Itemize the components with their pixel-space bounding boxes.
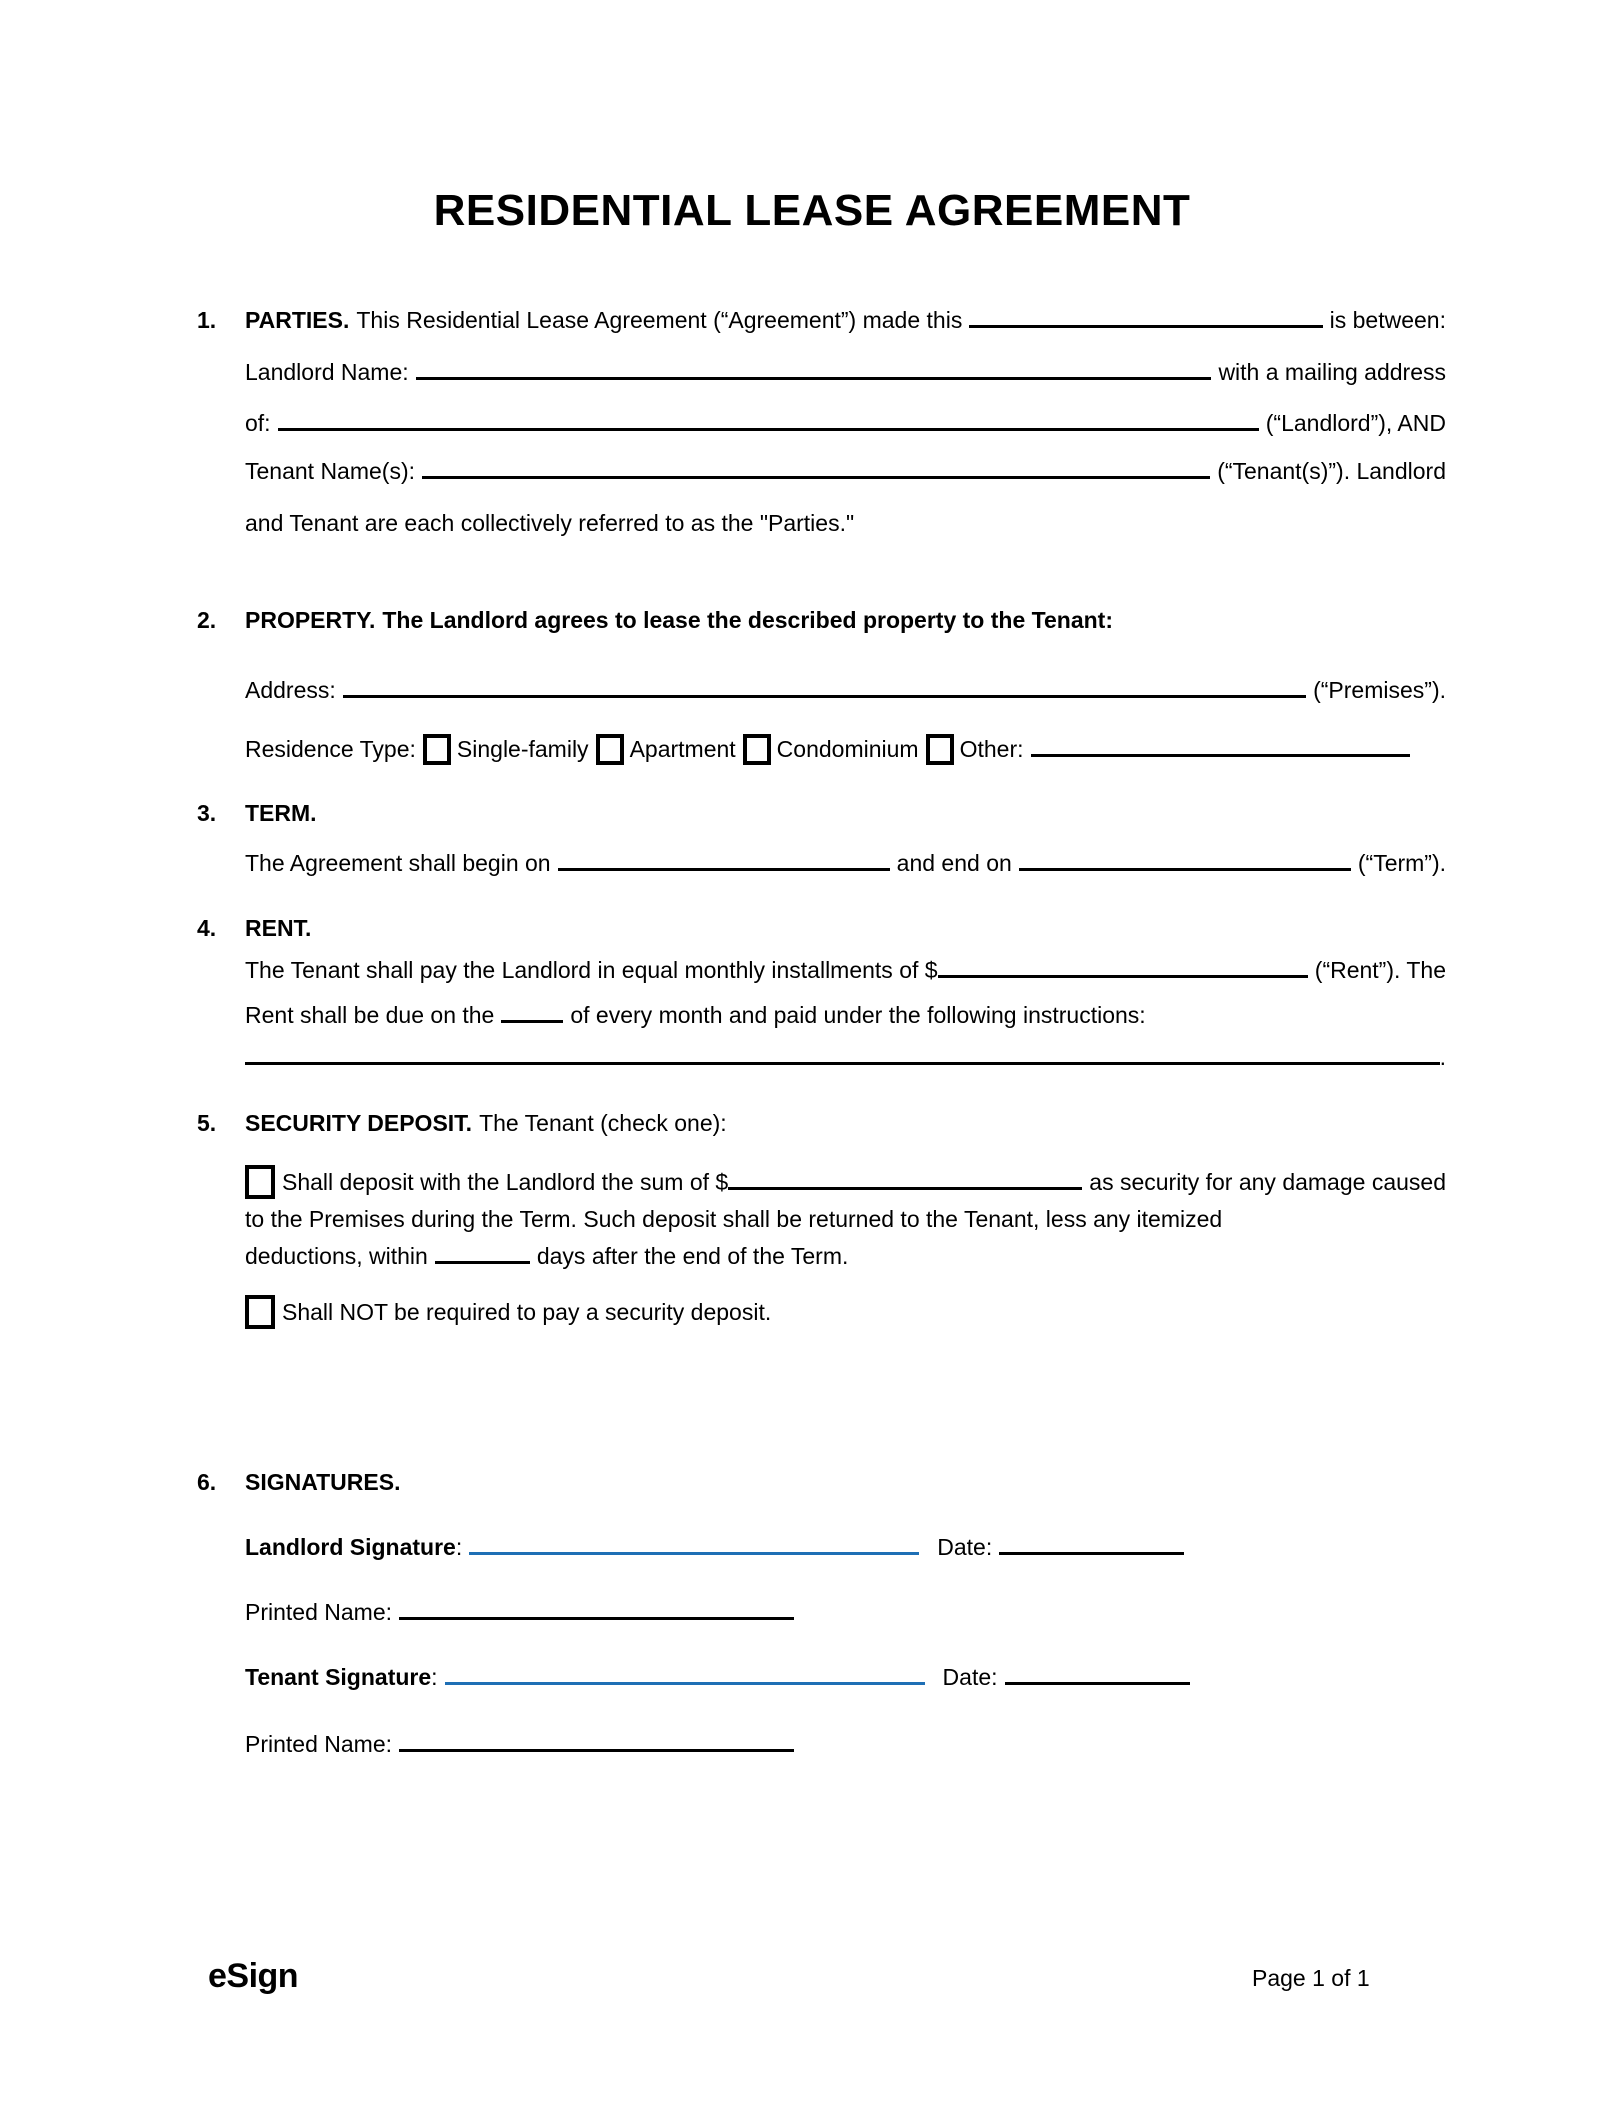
tenant-date-label: Date: — [942, 1664, 998, 1690]
rent-amount-line — [245, 953, 1446, 987]
property-address-line — [245, 673, 1446, 707]
residence-type-label: Residence Type: — [245, 736, 416, 762]
of-label: of: — [245, 410, 271, 436]
deposit-amount-blank[interactable] — [728, 1187, 1082, 1190]
rent-amount-blank[interactable] — [938, 975, 1308, 978]
landlord-signature-label: Landlord Signature — [245, 1534, 456, 1560]
security-deposit-heading-line — [197, 1106, 1446, 1140]
tenant-signature-blank[interactable] — [445, 1682, 925, 1685]
esign-logo: eSign — [208, 1957, 299, 1995]
section-number-6: 6. — [197, 1469, 217, 1495]
rent-amount-text: The Tenant shall pay the Landlord in equal monthly installments of $ — [245, 957, 938, 983]
tenant-printed-name-line — [245, 1727, 794, 1761]
parties-heading-line — [197, 303, 1446, 337]
section-number-5: 5. — [197, 1110, 217, 1136]
tenant-date-blank[interactable] — [1005, 1682, 1190, 1685]
tenant-name-tail: (“Tenant(s)”). Landlord — [1217, 458, 1446, 484]
tenant-signature-line — [245, 1660, 1190, 1694]
tenant-name-blank[interactable] — [422, 476, 1210, 479]
landlord-printed-name-label: Printed Name: — [245, 1599, 393, 1625]
property-address-blank[interactable] — [343, 695, 1306, 698]
landlord-name-tail: with a mailing address — [1218, 359, 1446, 385]
tenant-printed-name-blank[interactable] — [399, 1749, 794, 1752]
rent-heading: RENT. — [245, 915, 312, 941]
deposit-return-days-blank[interactable] — [435, 1261, 530, 1264]
term-heading-line — [197, 796, 1446, 830]
parties-heading: PARTIES. — [245, 307, 350, 333]
landlord-printed-name-line — [245, 1595, 794, 1629]
tenant-printed-name-label: Printed Name: — [245, 1731, 393, 1757]
rent-due-text: Rent shall be due on the — [245, 1002, 495, 1028]
parties-closing-line — [245, 506, 854, 540]
rent-due-day-blank[interactable] — [501, 1020, 563, 1023]
deposit-option1-text-b: as security for any damage caused — [1089, 1169, 1446, 1195]
parties-intro-tail: is between: — [1329, 307, 1446, 333]
address-label: Address: — [245, 677, 336, 703]
payment-instructions-period: . — [1439, 1044, 1446, 1070]
deposit-option1-line2 — [245, 1202, 1222, 1236]
deposit-option1-text-d: deductions, within — [245, 1243, 428, 1269]
security-deposit-heading: SECURITY DEPOSIT. — [245, 1110, 473, 1136]
checkbox-other[interactable] — [926, 734, 954, 765]
single-family-label: Single-family — [456, 736, 589, 762]
parties-closing-text: and Tenant are each collectively referred to as the "Parties." — [245, 510, 855, 536]
term-heading: TERM. — [245, 800, 317, 826]
residence-type-line — [245, 732, 1446, 766]
landlord-date-label: Date: — [937, 1534, 993, 1560]
landlord-address-line — [245, 406, 1446, 440]
other-label: Other: — [959, 736, 1024, 762]
property-heading: PROPERTY. — [245, 607, 376, 633]
rent-due-tail: of every month and paid under the following instructions: — [570, 1002, 1146, 1028]
checkbox-condominium[interactable] — [743, 734, 771, 765]
landlord-date-blank[interactable] — [999, 1552, 1184, 1555]
deposit-option2-line — [245, 1295, 771, 1329]
tenant-name-line — [245, 454, 1446, 488]
landlord-name-line — [245, 355, 1446, 389]
signatures-heading-line — [197, 1465, 1446, 1499]
apartment-label: Apartment — [629, 736, 736, 762]
landlord-name-label: Landlord Name: — [245, 359, 409, 385]
parties-intro-text: This Residential Lease Agreement (“Agreement”) made this — [356, 307, 963, 333]
tenant-signature-label: Tenant Signature — [245, 1664, 432, 1690]
landlord-address-tail: (“Landlord”), AND — [1265, 410, 1446, 436]
checkbox-no-deposit[interactable] — [245, 1295, 275, 1329]
landlord-name-blank[interactable] — [416, 377, 1212, 380]
deposit-option2-text: Shall NOT be required to pay a security deposit. — [282, 1299, 772, 1325]
section-number-2: 2. — [197, 607, 217, 633]
term-dates-line — [245, 846, 1446, 880]
property-heading-rest: The Landlord agrees to lease the described property to the Tenant: — [382, 607, 1113, 633]
security-deposit-heading-rest: The Tenant (check one): — [479, 1110, 727, 1136]
section-number-4: 4. — [197, 915, 217, 941]
landlord-signature-line — [245, 1530, 1184, 1564]
checkbox-shall-deposit[interactable] — [245, 1165, 275, 1199]
landlord-signature-blank[interactable] — [469, 1552, 919, 1555]
other-residence-blank[interactable] — [1031, 754, 1411, 757]
rent-due-line — [245, 998, 1146, 1032]
term-begin-text: The Agreement shall begin on — [245, 850, 551, 876]
deposit-option1-line3 — [245, 1239, 848, 1273]
agreement-date-blank[interactable] — [969, 325, 1322, 328]
checkbox-apartment[interactable] — [596, 734, 624, 765]
deposit-option1-text-c: to the Premises during the Term. Such deposit shall be returned to the Tenant, less any itemized — [245, 1206, 1223, 1232]
deposit-option1-text-e: days after the end of the Term. — [536, 1243, 849, 1269]
signatures-heading: SIGNATURES. — [245, 1469, 401, 1495]
rent-heading-line — [197, 911, 1446, 945]
landlord-signature-colon: : — [455, 1534, 463, 1560]
rent-amount-tail: (“Rent”). The — [1314, 957, 1446, 983]
term-end-text: and end on — [896, 850, 1012, 876]
term-start-date-blank[interactable] — [558, 868, 890, 871]
deposit-option1-text-a: Shall deposit with the Landlord the sum of $ — [282, 1169, 729, 1195]
page-number: Page 1 of 1 — [1252, 1965, 1370, 1991]
document-title: RESIDENTIAL LEASE AGREEMENT — [433, 186, 1191, 235]
premises-tail: (“Premises”). — [1313, 677, 1446, 703]
payment-instructions-line — [245, 1040, 1446, 1074]
deposit-option1-line1 — [245, 1165, 1446, 1199]
section-number-1: 1. — [197, 307, 217, 333]
term-end-date-blank[interactable] — [1019, 868, 1351, 871]
tenant-signature-colon: : — [431, 1664, 438, 1690]
tenant-name-label: Tenant Name(s): — [245, 458, 416, 484]
section-number-3: 3. — [197, 800, 217, 826]
landlord-printed-name-blank[interactable] — [399, 1617, 794, 1620]
condominium-label: Condominium — [776, 736, 919, 762]
landlord-address-blank[interactable] — [278, 428, 1259, 431]
checkbox-single-family[interactable] — [423, 734, 451, 765]
property-heading-line — [197, 603, 1446, 637]
payment-instructions-blank[interactable] — [245, 1062, 1440, 1065]
term-tail: (“Term”). — [1357, 850, 1447, 876]
